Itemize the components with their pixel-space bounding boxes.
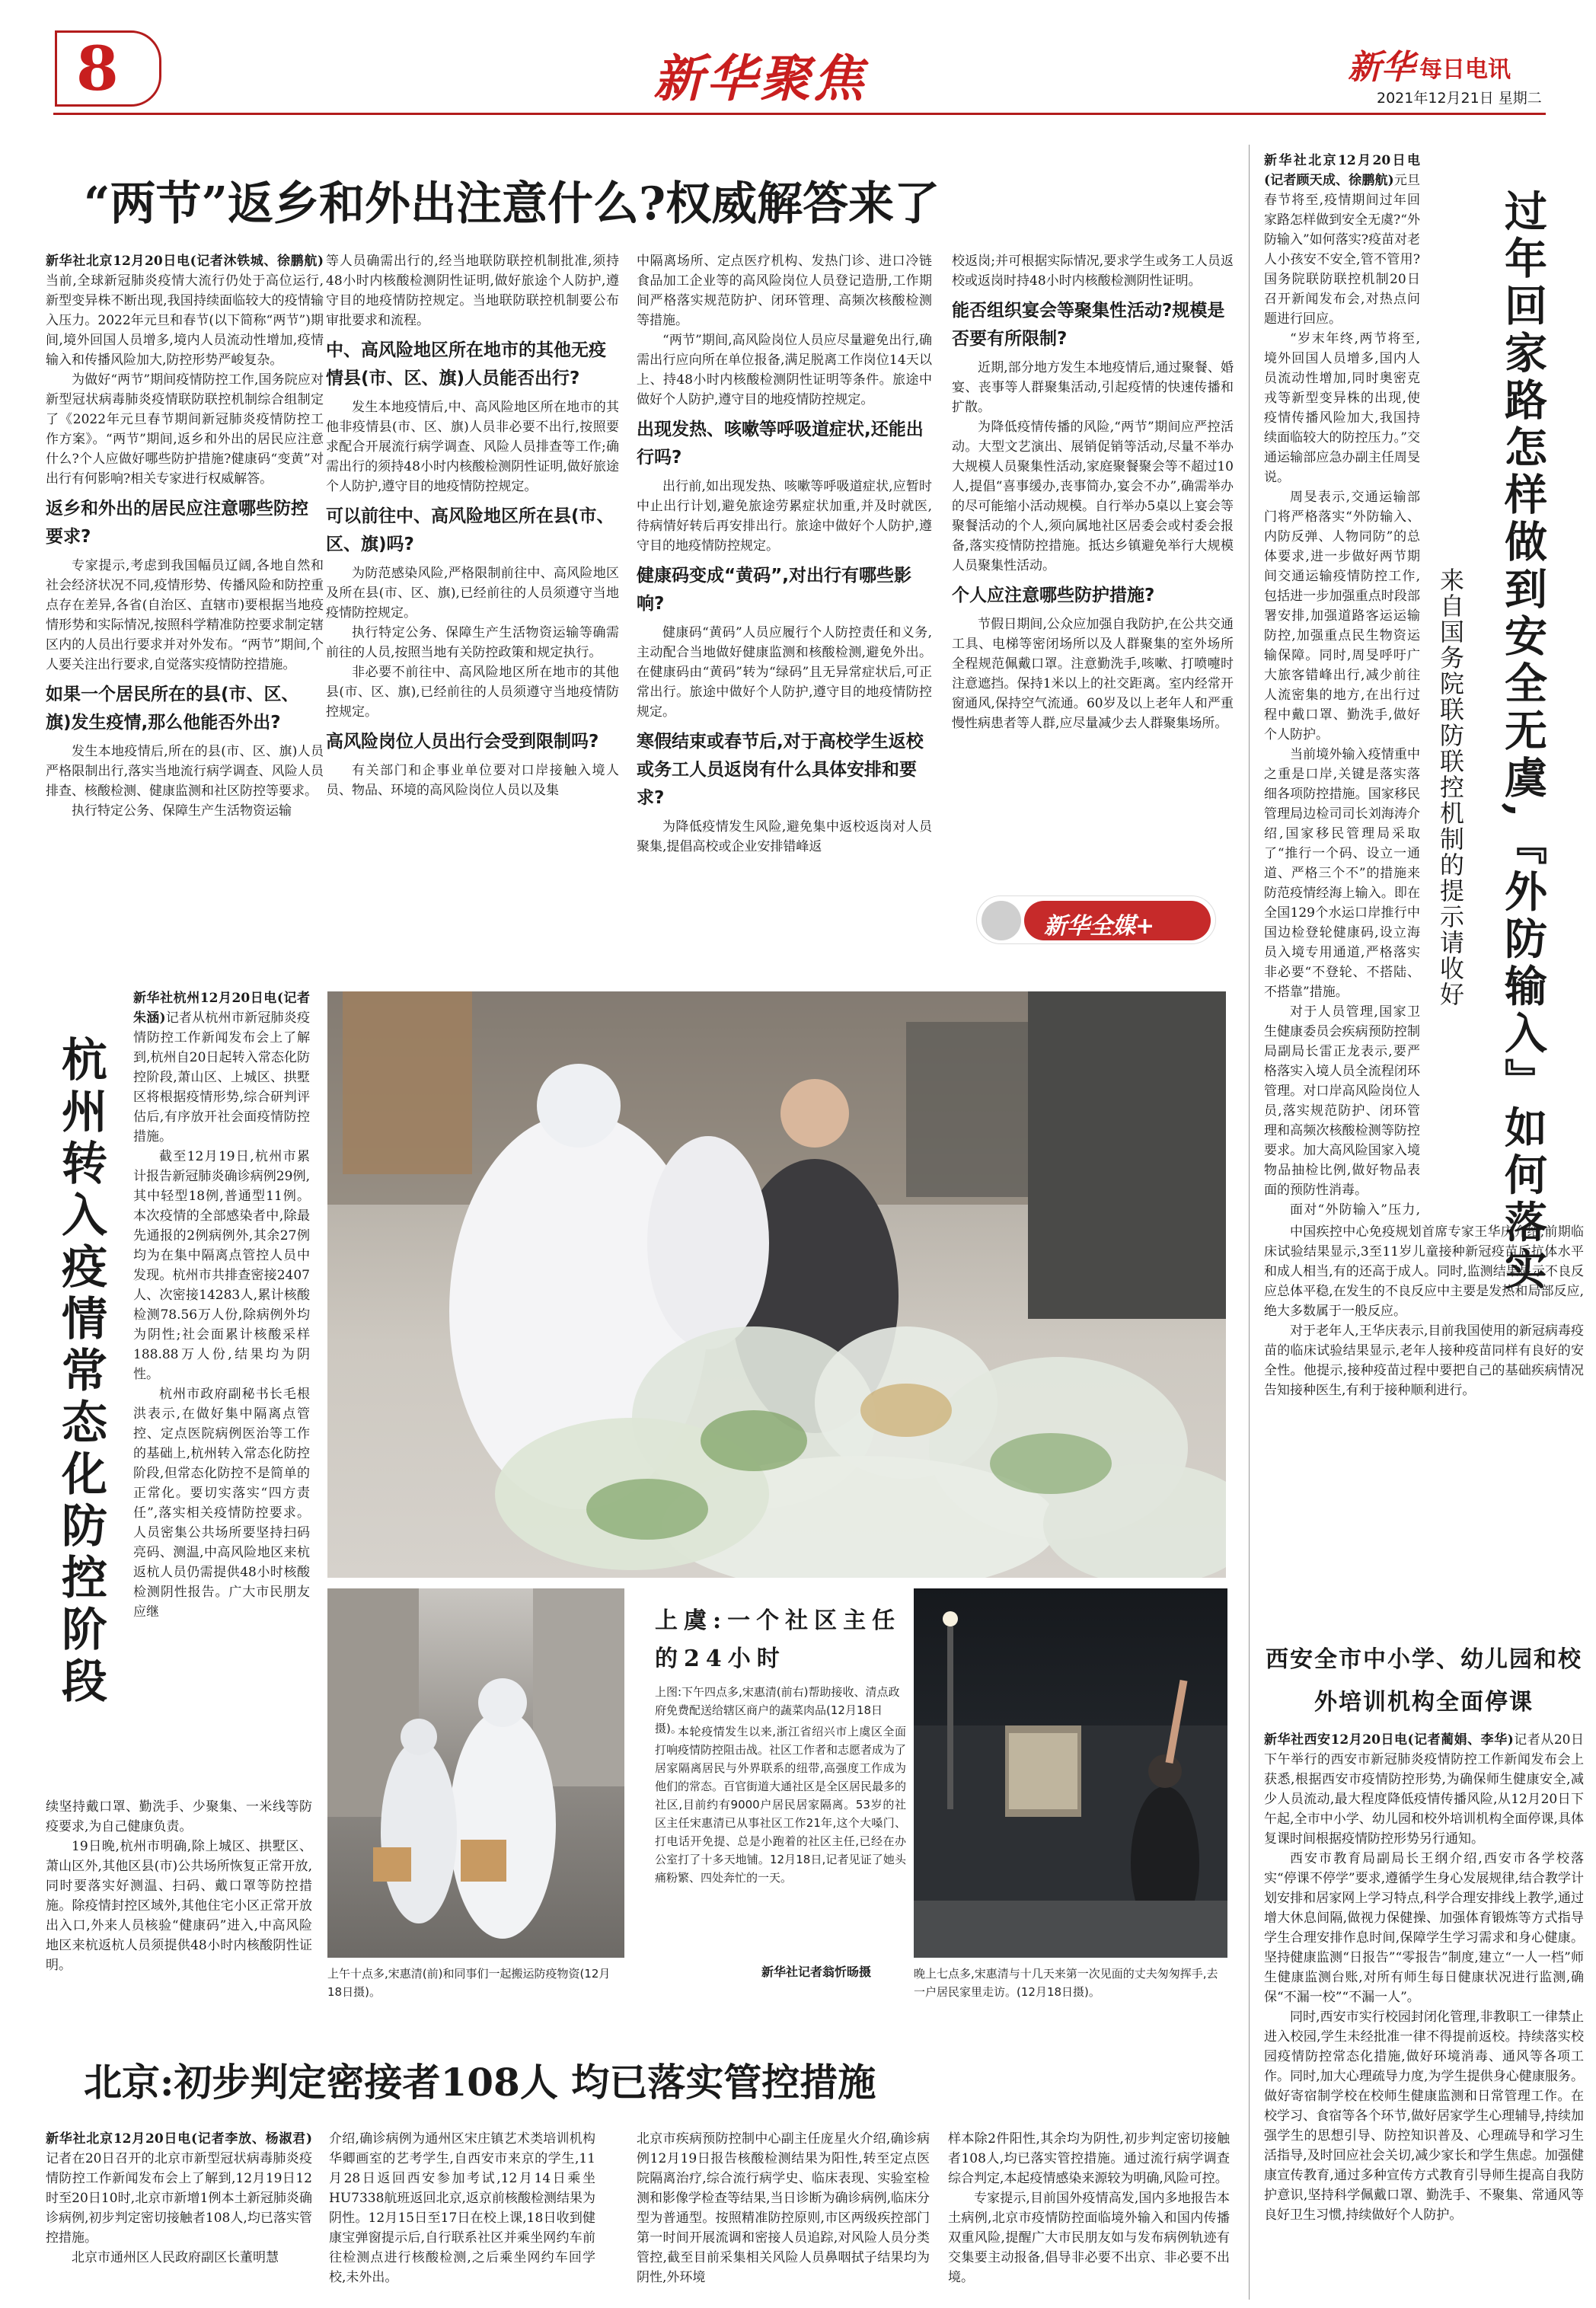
main-article-col1 bbox=[46, 251, 324, 959]
right-article-col-top bbox=[1264, 151, 1420, 1217]
body-paragraph: 北京市通州区人民政府副区长董明慧 bbox=[72, 2250, 279, 2265]
hangzhou-col-full bbox=[46, 1797, 312, 2027]
body-paragraph: 截至12月19日,杭州市累计报告新冠肺炎确诊病例29例,其中轻型18例,普通型11例。本次疫情的全部感染者中,除最先通报的2例病例外,其余27例均为在集中隔离点管控人员中发现。杭州市共排查密接2407人、次密接14283人,累计核酸检测78.56万人份,除病例外均为阴性;社会面累计核酸采样188.88万人份,结果均为阴性。 bbox=[133, 1149, 310, 1382]
photo-right-caption: 晚上七点多,宋惠清与十几天来第一次见面的丈夫匆匆挥手,去一户居民家里走访。(12月18日摄)。 bbox=[914, 1967, 1218, 1999]
hangzhou-col-narrow bbox=[133, 988, 310, 1796]
body-paragraph: 对于人员管理,国家卫生健康委员会疾病预防控制局副局长雷正龙表示,要严格落实入境人员全流程闭环管理。对口岸高风险岗位人员,落实规范防护、闭环管理和高频次核酸检测等防控要求。加大高风险国家入境物品抽检比例,做好物品表面的预防性消毒。 bbox=[1264, 1004, 1420, 1198]
beijing-title: 北京:初步判定密接者108人 均已落实管控措施 bbox=[84, 2060, 876, 2105]
lead-paragraph bbox=[133, 988, 310, 1147]
page-number: 8 bbox=[76, 33, 119, 104]
photo-story-body: 本轮疫情发生以来,浙江省绍兴市上虞区全面打响疫情防控阻击战。社区工作者和志愿者成为了居家隔离居民与外界联系的纽带,高强度工作成为他们的常态。百官街道大通社区是全区居民最多的社区,目前约有9000户居民居家隔离。53岁的社区主任宋惠清已从事社区工作21年,这个大嗓门、打电话开免提、总是小跑着的社区主任,已经在办公室打了十多天地铺。12月18日,记者见证了她头痛粉繁、四处奔忙的一天。 bbox=[655, 1725, 907, 1885]
byline: (记者顾天成、徐鹏航) bbox=[1264, 173, 1394, 188]
byline: (记者朱涵) bbox=[133, 991, 310, 1026]
question-heading: 返乡和外出的居民应注意哪些防控要求? bbox=[46, 499, 308, 547]
section-title: 新华聚焦 bbox=[653, 49, 867, 108]
xian-col bbox=[1264, 1730, 1584, 2294]
dateline: 新华社北京12月20日电 bbox=[46, 254, 190, 269]
main-article-col2 bbox=[326, 251, 619, 959]
beijing-col4 bbox=[948, 2129, 1230, 2297]
body-paragraph: 为降低疫情发生风险,避免集中返校返岗对人员聚集,提倡高校或企业安排错峰返 bbox=[637, 819, 932, 854]
main-article-col3 bbox=[637, 251, 932, 959]
body-paragraph: 发生本地疫情后,所在的县(市、区、旗)人员严格限制出行,落实当地流行病学调查、风险人员排查、核酸检测、健康监测和社区防控等要求。 bbox=[46, 744, 324, 799]
body-paragraph: 为防范感染风险,严格限制前往中、高风险地区及所在县(市、区、旗),已经前往的人员须遵守当地疫情防控规定。 bbox=[326, 566, 619, 621]
body-paragraph: 执行特定公务、保障生产生活物资运输 bbox=[72, 803, 292, 819]
right-article-subtitle: 来自国务院联防联控机制的提示请收好 bbox=[1436, 567, 1465, 1007]
masthead-rule bbox=[53, 113, 1546, 115]
media-badge bbox=[976, 895, 1216, 944]
photo-right-waving-husband bbox=[914, 1588, 1227, 1958]
body-paragraph: 专家提示,目前国外疫情高发,国内多地报告本土病例,北京市疫情防控面临境外输入和国内传播双重风险,提醒广大市民朋友如与发布病例轨迹有交集要主动报备,倡导非必要不出京、非必要不出境。 bbox=[948, 2191, 1230, 2285]
lead-text: 当前,全球新冠肺炎疫情大流行仍处于高位运行,新型变异株不断出现,我国持续面临较大的疫情输入压力。2022年元旦和春节(以下简称“两节”)期间,境外回国人员增多,境内人员流动性增加,疫情输入和传播风险加大,防控形势严峻复杂。 bbox=[46, 273, 324, 368]
body-paragraph: “岁末年终,两节将至,境外回国人员增多,国内人员流动性增加,同时奥密克戎等新型变异株的出现,使疫情传播风险加大,我国持续面临较大的防控压力。”交通运输部应急办副主任周旻说。 bbox=[1264, 331, 1420, 485]
body-paragraph: 节假日期间,公众应加强自我防护,在公共交通工具、电梯等密闭场所以及人群聚集的室外场所全程规范佩戴口罩。注意勤洗手,咳嗽、打喷嚏时注意遮挡。保持1米以上的社交距离。室内经常开窗通风,保持空气流通。60岁及以上老年人和严重慢性病患者等人群,应尽量减少去人群聚集场所。 bbox=[952, 617, 1234, 731]
media-badge-label: 新华全媒+ bbox=[1044, 913, 1155, 940]
photo-left-illustration bbox=[327, 1588, 624, 1958]
body-paragraph: 续坚持戴口罩、勤洗手、少聚集、一米线等防疫要求,为自己健康负责。 bbox=[46, 1799, 312, 1834]
lead-text: 元旦春节将至,疫情期间过年回家路怎样做到安全无虞?“外防输入”如何落实?疫苗对老人小孩安不安全,管不管用?国务院联防联控机制20日召开新闻发布会,对热点问题进行回应。 bbox=[1264, 173, 1420, 327]
question-heading: 可以前往中、高风险地区所在县(市、区、旗)吗? bbox=[326, 506, 614, 554]
body-paragraph: 为降低疫情传播的风险,“两节”期间应严控活动。大型文艺演出、展销促销等活动,尽量不举办大规模人员聚集性活动,家庭聚餐聚会等不超过10人,提倡“喜事缓办,丧事简办,宴会不办”,确需举办的尽可能缩小活动规模。自行举办5桌以上宴会等聚餐活动的个人,须向属地社区居委会或村委会报备,落实疫情防控措施。抵达乡镇避免举行大规模人员聚集性活动。 bbox=[952, 420, 1234, 573]
body-paragraph: 执行特定公务、保障生产生活物资运输等确需前往的人员,按照当地有关防控政策和规定执行。 bbox=[326, 625, 619, 660]
body-paragraph: 专家提示,考虑到我国幅员辽阔,各地自然和社会经济状况不同,疫情形势、传播风险和防控重点存在差异,各省(自治区、直辖市)要根据当地疫情形势和实际情况,按照科学精准防控要求制定辖区内的人员出行要求并对外发布。“两节”期间,个人要关注出行要求,自觉落实疫情防控措施。 bbox=[46, 558, 324, 672]
byline: (记者李放、杨淑君) bbox=[191, 2131, 312, 2147]
body-paragraph: 对于老年人,王华庆表示,目前我国使用的新冠病毒疫苗的临床试验结果显示,老年人接种疫苗同样有良好的安全性。他提示,接种疫苗过程中要把自己的基础疾病情况告知接种医生,有利于接种顺利进行。 bbox=[1264, 1323, 1584, 1398]
body-paragraph: 有关部门和企事业单位要对口岸接触入境人员、物品、环境的高风险岗位人员以及集 bbox=[326, 763, 619, 798]
photo-right-illustration bbox=[914, 1588, 1227, 1958]
masthead bbox=[0, 0, 1596, 141]
media-badge-icon bbox=[982, 901, 1021, 940]
body-paragraph: 发生本地疫情后,中、高风险地区所在地市的其他非疫情县(市、区、旗)人员非必要不出行,按照要求配合开展流行病学调查、风险人员排查等工作;确需出行的须持48小时内核酸检测阴性证明,做好旅途个人防护,遵守目的地疫情防控规定。 bbox=[326, 400, 619, 494]
beijing-col3 bbox=[637, 2129, 930, 2297]
body-paragraph: 杭州市政府副秘书长毛根洪表示,在做好集中隔离点管控、定点医院病例医治等工作的基础上,杭州转入常态化防控阶段,但常态化防控不是简单的正常化。要切实落实“四方责任”,落实相关疫情防控要求。人员密集公共场所要坚持扫码亮码、测温,中高风险地区来杭返杭人员仍需提供48小时核酸检测阴性报告。广大市民朋友应继 bbox=[133, 1387, 310, 1620]
question-heading: 高风险岗位人员出行会受到限制吗? bbox=[326, 732, 599, 752]
xian-title: 西安全市中小学、幼儿园和校外培训机构全面停课 bbox=[1266, 1646, 1582, 1716]
photo-main-illustration bbox=[327, 991, 1226, 1578]
photo-main-vegetable-distribution bbox=[327, 991, 1226, 1578]
photo-story-credit: 新华社记者翁忻旸摄 bbox=[761, 1965, 872, 1979]
body-paragraph: 非必要不前往中、高风险地区所在地市的其他县(市、区、旗),已经前往的人员须遵守当地疫情防控规定。 bbox=[326, 665, 619, 720]
question-heading: 能否组织宴会等聚集性活动?规模是否要有所限制? bbox=[952, 301, 1225, 349]
body-paragraph: 北京市疾病预防控制中心副主任庞星火介绍,确诊病例12月19日报告核酸检测结果为阳性,转至定点医院隔离治疗,综合流行病学史、临床表现、实验室检测和影像学检查等结果,当日诊断为确诊病例,临床分型为普通型。按照精准防控原则,市区两级疾控部门第一时间开展流调和密接人员追踪,对风险人员分类管控,截至目前采集相关风险人员鼻咽拭子结果均为阴性,外环境 bbox=[637, 2131, 930, 2285]
body-paragraph: “两节”期间,高风险岗位人员应尽量避免出行,确需出行应向所在单位报备,满足脱离工作岗位14天以上、持48小时内核酸检测阴性证明等条件。旅途中做好个人防护,遵守目的地疫情防控规定。 bbox=[637, 333, 932, 407]
body-paragraph: 当前境外输入疫情重中之重是口岸,关键是落实落细各项防控措施。国家移民管理局边检司司长刘海涛介绍,国家移民管理局采取了“推行一个码、设立一通道、严格三个不”的措施来防范疫情经海上输入。即在全国129个水运口岸推行中国边检登轮健康码,设立海员入境专用通道,严格落实非必要“不登轮、不搭陆、不搭靠”措施。 bbox=[1264, 747, 1420, 1000]
lead-paragraph bbox=[1264, 151, 1420, 329]
lead-text: 记者从杭州市新冠肺炎疫情防控工作新闻发布会上了解到,杭州自20日起转入常态化防控阶段,萧山区、上城区、拱墅区将根据疫情形势,综合研判评估后,有序放开社会面疫情防控措施。 bbox=[133, 1010, 310, 1144]
dateline: 新华社西安12月20日电 bbox=[1264, 1732, 1408, 1748]
photo-left-carrying-supplies bbox=[327, 1588, 624, 1958]
main-article-col4 bbox=[952, 251, 1234, 906]
brand-logo-text: 每日电讯 bbox=[1419, 56, 1511, 83]
body-paragraph: 中国疾控中心免疫规划首席专家王华庆介绍,前期临床试验结果显示,3至11岁儿童接种新冠疫苗后抗体水平和成人相当,有的还高于成人。同时,监测结果显示不良反应总体平稳,在发生的不良反应中主要是发热和局部反应,绝大多数属于一般反应。 bbox=[1264, 1224, 1584, 1319]
lead-text: 记者在20日召开的北京市新型冠状病毒肺炎疫情防控工作新闻发布会上了解到,12月19日12时至20日10时,北京市新增1例本土新冠肺炎确诊病例,初步判定密切接触者108人,均已落实管控措施。 bbox=[46, 2151, 312, 2246]
photo-left-caption: 上午十点多,宋惠清(前)和同事们一起搬运防疫物资(12月18日摄)。 bbox=[327, 1967, 611, 1999]
divider-right-column bbox=[1249, 145, 1250, 2300]
issue-date: 2021年12月21日 星期二 bbox=[1377, 90, 1542, 107]
photo-story-title: 上虞:一个社区主任的24小时 bbox=[655, 1607, 902, 1672]
lead-text: 记者从20日下午举行的西安市新冠肺炎疫情防控工作新闻发布会上获悉,根据西安市疫情防控形势,为确保师生健康安全,减少人员流动,最大程度降低疫情传播风险,从12月20日下午起,全市中小学、幼儿园和校外培训机构全面停课,具体复课时间根据疫情防控形势另行通知。 bbox=[1264, 1732, 1584, 1847]
body-paragraph: 健康码“黄码”人员应履行个人防控责任和义务,主动配合当地做好健康监测和核酸检测,避免外出。在健康码由“黄码”转为“绿码”且无异常症状后,可正常出行。旅途中做好个人防护,遵守目的地疫情防控规定。 bbox=[637, 625, 932, 720]
byline: (记者沐铁城、徐鹏航) bbox=[190, 254, 324, 269]
body-paragraph: 近期,部分地方发生本地疫情后,通过聚餐、婚宴、丧事等人群聚集活动,引起疫情的快速传播和扩散。 bbox=[952, 360, 1234, 415]
body-paragraph: 出行前,如出现发热、咳嗽等呼吸道症状,应暂时中止出行计划,避免旅途劳累症状加重,并及时就医,待病情好转后再安排出行。旅途中做好个人防护,遵守目的地疫情防控规定。 bbox=[637, 479, 932, 554]
body-paragraph: 西安市教育局副局长王纲介绍,西安市各学校落实“停课不停学”要求,遵循学生身心发展规律,结合教学计划安排和居家网上学习特点,科学合理安排线上教学,通过增大休息间隔,做视力保健操、加强体育锻炼等方式指导学生合理安排作息时间,保障学生学习需求和身心健康。坚持健康监测“日报告”“零报告”制度,建立“一人一档”师生健康监测台账,对所有师生每日健康状况进行监测,确保“不漏一校”“不漏一人”。 bbox=[1264, 1851, 1584, 2005]
lead-paragraph bbox=[1264, 1730, 1584, 1849]
right-article-col-wide bbox=[1264, 1222, 1584, 1610]
hangzhou-title: 杭州转入疫情常态化防控阶段 bbox=[54, 1036, 107, 1709]
dateline: 新华社杭州12月20日电 bbox=[133, 991, 277, 1006]
main-article-title: “两节”返乡和外出注意什么?权威解答来了 bbox=[84, 177, 940, 231]
byline: (记者蔺娟、李华) bbox=[1407, 1732, 1514, 1748]
body-paragraph: 为做好“两节”期间疫情防控工作,国务院应对新型冠状病毒肺炎疫情联防联控机制综合组制定了《2022年元旦春节期间新冠肺炎疫情防控工作方案》。“两节”期间,返乡和外出的居民应注意什么?个人应做好哪些防护措施?健康码“变黄”对出行有何影响?相关专家进行权威解答。 bbox=[46, 372, 324, 487]
body-paragraph: 面对“外防输入”压力, bbox=[1290, 1202, 1420, 1217]
dateline: 新华社北京12月20日电 bbox=[1264, 153, 1420, 168]
body-paragraph: 中隔离场所、定点医疗机构、发热门诊、进口冷链食品加工企业等的高风险岗位人员登记造册,工作期间严格落实规范防护、闭环管理、高频次核酸检测等措施。 bbox=[637, 254, 932, 328]
dateline: 新华社北京12月20日电 bbox=[46, 2131, 191, 2147]
body-paragraph: 介绍,确诊病例为通州区宋庄镇艺术类培训机构华卿画室的艺考学生,自西安市来京的学生,11月28日返回西安参加考试,12月14日乘坐HU7338航班返回北京,返京前核酸检测结果为阴性。12月15日至17日在校上课,18日收到健康宝弹窗提示后,自行联系社区并乘坐网约车前往检测点进行核酸检测,之后乘坐网约车回学校,未外出。 bbox=[329, 2131, 595, 2285]
brand-logo-script: 新华 bbox=[1348, 48, 1415, 87]
body-paragraph: 样本除2件阳性,其余均为阴性,初步判定密切接触者108人,均已落实管控措施。通过流行病学调查综合判定,本起疫情感染来源较为明确,风险可控。 bbox=[948, 2131, 1230, 2186]
question-heading: 出现发热、咳嗽等呼吸道症状,还能出行吗? bbox=[637, 420, 924, 468]
lead-paragraph bbox=[46, 2129, 312, 2248]
beijing-col1 bbox=[46, 2129, 312, 2297]
question-heading: 寒假结束或春节后,对于高校学生返校或务工人员返岗有什么具体安排和要求? bbox=[637, 732, 924, 808]
right-article-title: 过年回家路怎样做到安全无虞,『外防输入』如何落实 bbox=[1498, 189, 1548, 1294]
body-paragraph: 周旻表示,交通运输部门将严格落实“外防输入、内防反弹、人物同防”的总体要求,进一步做好两节期间交通运输疫情防控工作,包括进一步加强重点时段部署安排,加强道路客运运输防控,加强重点民生物资运输保障。同时,周旻呼吁广大旅客错峰出行,减少前往人流密集的地方,在出行过程中戴口罩、勤洗手,做好个人防护。 bbox=[1264, 490, 1420, 742]
question-heading: 健康码变成“黄码”,对出行有哪些影响? bbox=[637, 566, 911, 614]
body-paragraph: 等人员确需出行的,经当地联防联控机制批准,须持48小时内核酸检测阴性证明,做好旅途个人防护,遵守目的地疫情防控规定。当地联防联控机制要公布审批要求和流程。 bbox=[326, 254, 619, 328]
body-paragraph: 19日晚,杭州市明确,除上城区、拱墅区、萧山区外,其他区县(市)公共场所恢复正常开放,同时要落实好测温、扫码、戴口罩等防控措施。除疫情封控区域外,其他住宅小区正常开放出入口,外来人员核验“健康码”进入,中高风险地区来杭返杭人员须提供48小时内核酸阴性证明。 bbox=[46, 1839, 312, 1973]
body-paragraph: 同时,西安市实行校园封闭化管理,非教职工一律禁止进入校园,学生未经批准一律不得提前返校。持续落实校园疫情防控常态化措施,做好环境消毒、通风等各项工作。同时,加大心理疏导力度,为学生提供身心健康服务。做好寄宿制学校在校师生健康监测和日常管理工作。在校学习、食宿等各个环节,做好居家学生心理辅导,持续加强学生的思想引导、防控知识普及、心理疏导和学习生活指导,及时回应社会关切,减少家长和学生焦虑。加强健康宣传教育,通过多种宣传方式教育引导师生提高自我防护意识,坚持科学佩戴口罩、勤洗手、不聚集、常通风等良好卫生习惯,持续做好个人防护。 bbox=[1264, 2010, 1584, 2223]
beijing-col2 bbox=[329, 2129, 595, 2297]
question-heading: 中、高风险地区所在地市的其他无疫情县(市、区、旗)人员能否出行? bbox=[326, 340, 606, 388]
photo-story-main-caption: 上图:下午四点多,宋惠清(前右)帮助接收、清点政府免费配送给辖区商户的蔬菜肉品(12月18日摄)。 bbox=[655, 1685, 900, 1735]
question-heading: 个人应注意哪些防护措施? bbox=[952, 586, 1155, 605]
body-paragraph: 校返岗;并可根据实际情况,要求学生或务工人员返校或返岗时持48小时内核酸检测阴性证明。 bbox=[952, 254, 1234, 289]
lead-paragraph bbox=[46, 251, 324, 370]
question-heading: 如果一个居民所在的县(市、区、旗)发生疫情,那么他能否外出? bbox=[46, 685, 299, 733]
